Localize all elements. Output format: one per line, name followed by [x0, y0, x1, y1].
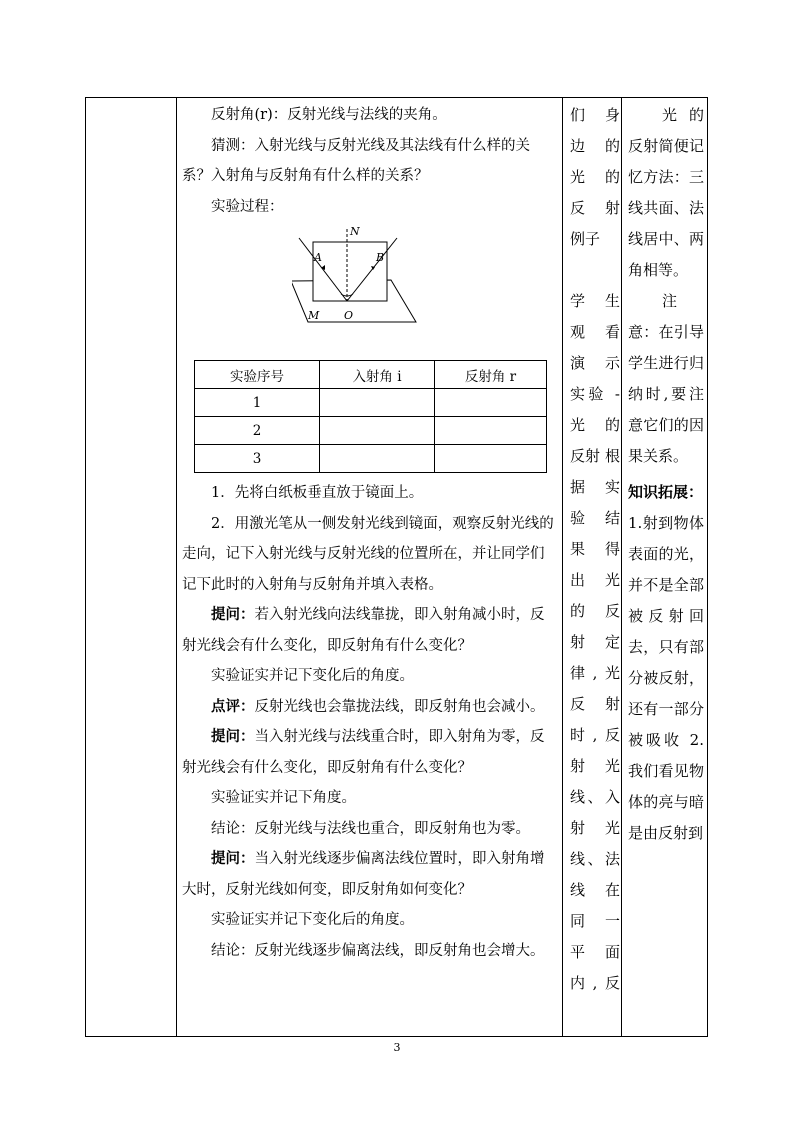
student-line: 学 生	[570, 292, 620, 310]
student-lines-group-3	[570, 441, 620, 999]
question-label: 提问：	[211, 850, 255, 867]
question-text: 当入射光线与法线重合时，即入射角为零，反射光线会有什么变化，即反射角有什么变化？	[182, 729, 545, 776]
mirror-label: M	[308, 309, 320, 322]
page-number: 3	[393, 1041, 401, 1054]
table-header-row	[195, 361, 547, 389]
ray-b-label: B	[376, 251, 385, 264]
conclusion-1: 结论：反射光线与法线也重合，即反射角也为零。	[211, 820, 530, 837]
column-divider	[621, 98, 622, 1036]
student-line: 果 得	[570, 540, 620, 558]
table-row	[195, 445, 547, 473]
student-line: 反射	[570, 447, 601, 465]
table-row	[195, 389, 547, 417]
student-line: 光 的	[570, 168, 620, 186]
reflection-diagram	[292, 225, 422, 325]
table-header-cell: 实验序号	[195, 361, 320, 389]
student-line: 反 射	[570, 695, 620, 713]
question-text: 当入射光线逐步偏离法线位置时，即入射角增大时，反射光线如何变，即反射角如何变化？	[182, 851, 545, 898]
comment-text: 反射光线也会靠拢法线，即反射角也会减小。	[254, 698, 545, 715]
student-line: 射 光	[570, 757, 620, 775]
table-row	[195, 417, 547, 445]
student-line: 实验 -	[570, 385, 620, 403]
question-label: 提问：	[211, 728, 255, 745]
student-activity-column	[570, 100, 620, 999]
table-cell: 3	[195, 445, 320, 473]
student-line: 演 示	[570, 354, 620, 372]
student-line: 验 结	[570, 509, 620, 527]
table-cell: 2	[195, 417, 320, 445]
verify-1: 实验证实并记下变化后的角度。	[211, 668, 414, 684]
student-line: 光 的	[570, 416, 620, 434]
student-line: 内,反	[570, 974, 620, 992]
question-3	[182, 844, 556, 905]
question-2	[182, 722, 556, 783]
teaching-content-column	[182, 100, 556, 966]
table-header-cell: 入射角 i	[320, 361, 435, 389]
table-cell	[320, 445, 435, 473]
definition-reflection-angle: 反射角(r)：反射光线与法线的夹角。	[211, 107, 447, 123]
student-line: 时,反	[570, 726, 620, 744]
student-lines-group-1	[570, 100, 620, 255]
table-cell: 1	[195, 389, 320, 417]
student-line: 据 实	[570, 478, 620, 496]
student-line: 线、入	[570, 788, 620, 806]
ray-a-label: A	[314, 251, 322, 264]
student-line: 边 的	[570, 137, 620, 155]
student-line: 观 看	[570, 323, 620, 341]
lesson-table	[85, 97, 708, 1037]
student-line: 的 反	[570, 602, 620, 620]
comment-label: 点评：	[211, 697, 255, 715]
table-cell	[435, 417, 547, 445]
conclusion-2: 结论：反射光线逐步偏离法线，即反射角也会增大。	[211, 942, 545, 959]
experiment-table	[194, 360, 547, 473]
step-2: 2．用激光笔从一侧发射光线到镜面，观察反射光线的走向，记下入射光线与反射光线的位置所在，并让同学们记下此时的入射角与反射角并填入表格。	[182, 515, 554, 593]
table-cell	[435, 389, 547, 417]
student-line: 律,光	[570, 664, 620, 682]
comment	[182, 692, 556, 723]
student-line: 平 面	[570, 943, 620, 961]
verify-3: 实验证实并记下变化后的角度。	[211, 912, 414, 928]
extension-text: 1.射到物体表面的光，并不是全部被反射回去，只有部分被反射，还有一部分被吸收 2.我们看见物体的亮与暗是由反射到	[628, 514, 704, 842]
student-line: 线 在	[570, 881, 620, 899]
student-line: 例子	[570, 230, 601, 248]
student-line: 们 身	[570, 106, 620, 124]
table-cell	[320, 389, 435, 417]
extension-title: 知识拓展：	[628, 483, 704, 501]
student-line: 同 一	[570, 912, 620, 930]
table-cell	[320, 417, 435, 445]
student-line: 线、法	[570, 850, 620, 868]
student-line: 根	[604, 447, 620, 465]
verify-2: 实验证实并记下角度。	[211, 790, 356, 806]
experiment-heading: 实验过程：	[211, 198, 284, 215]
question-1	[182, 600, 556, 661]
student-line: 射 定	[570, 633, 620, 651]
notes-column	[628, 100, 704, 849]
student-spacer	[570, 255, 620, 286]
normal-label: N	[350, 225, 360, 238]
question-text: 若入射光线向法线靠拢，即入射角减小时，反射光线会有什么变化，即反射角有什么变化？	[182, 607, 545, 654]
column-divider	[562, 98, 563, 1036]
step-1: 1．先将白纸板垂直放于镜面上。	[211, 485, 424, 501]
student-line: 出 光	[570, 571, 620, 589]
table-cell	[435, 445, 547, 473]
table-header-cell: 反射角 r	[435, 361, 547, 389]
hypothesis-paragraph: 猜测：入射光线与反射光线及其法线有什么样的关系？入射角与反射角有什么样的关系？	[182, 137, 530, 184]
student-line: 射 光	[570, 819, 620, 837]
memory-tip: 光的反射简便记忆方法：三线共面、法线居中、两角相等。	[628, 106, 704, 279]
reflection-experiment-figure	[182, 222, 556, 358]
point-o-label: O	[344, 309, 354, 322]
column-divider	[176, 98, 177, 1036]
attention-note: 注意：在引导学生进行归纳时,要注意它们的因果关系。	[628, 292, 704, 465]
question-label: 提问：	[211, 606, 255, 623]
student-line: 反 射	[570, 199, 620, 217]
